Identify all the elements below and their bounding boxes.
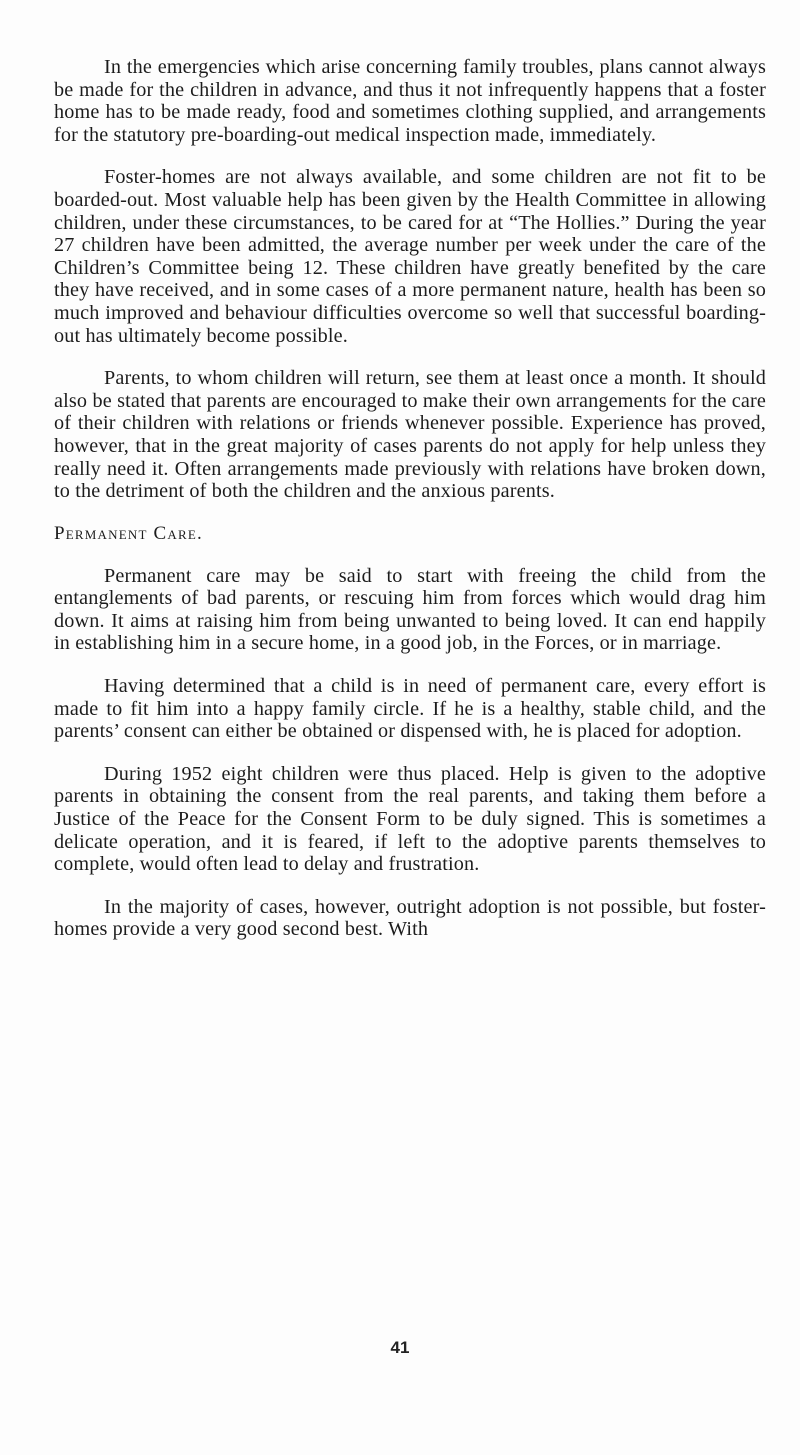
- paragraph-parents: Parents, to whom children will return, see them at least once a month. It should also be stated that parents are encouraged to make their own arrangements for the care of their children with relations or friends whenever possible. Experience has proved, however, that in the great majority of cases parents do not apply for help unless they really need it. Often arrangements made previously with relations have broken down, to the detriment of both the children and the anxious parents.: [54, 367, 766, 503]
- paragraph-emergencies: In the emergencies which arise concerning family troubles, plans cannot always be made for the children in advance, and thus it not infrequently happens that a foster home has to be made ready, food and sometimes clothing supplied, and arrangements for the statutory pre-boarding-out medical inspection made, immediately.: [54, 56, 766, 146]
- paragraph-foster-second-best: In the majority of cases, however, outright adoption is not possible, but foster-homes provide a very good second best. With: [54, 895, 766, 941]
- page-number: 41: [390, 1338, 410, 1357]
- paragraph-foster-homes: Foster-homes are not always available, and some children are not fit to be boarded-out. Most valuable help has been given by the Health Committee in allowing children, under these circumstances, to be cared for at “The Hollies.” During the year 27 children have been admitted, the average number per week under the care of the Children’s Committee being 12. These children have greatly benefited by the care they have received, and in some cases of a more permanent nature, health has been so much improved and behaviour difficulties overcome so well that successful boarding-out has ultimately become possible.: [54, 166, 766, 347]
- section-heading-permanent-care: Permanent Care.: [54, 522, 203, 544]
- document-page: [54, 56, 766, 941]
- paragraph-adoption-placement: Having determined that a child is in need of permanent care, every effort is made to fit him into a happy family circle. If he is a healthy, stable child, and the parents’ consent can either be obtained or dispensed with, he is placed for adoption.: [54, 675, 766, 743]
- paragraph-permanent-care: Permanent care may be said to start with freeing the child from the entanglements of bad parents, or rescuing him from forces which would drag him down. It aims at raising him from being unwanted to being loved. It can end happily in establishing him in a secure home, in a good job, in the Forces, or in marriage.: [54, 564, 766, 655]
- paragraph-1952-adoptions: During 1952 eight children were thus placed. Help is given to the adoptive parents in obtaining the consent from the real parents, and taking them before a Justice of the Peace for the Consent Form to be duly signed. This is sometimes a delicate operation, and it is feared, if left to the adoptive parents themselves to complete, would often lead to delay and frustration.: [54, 762, 766, 876]
